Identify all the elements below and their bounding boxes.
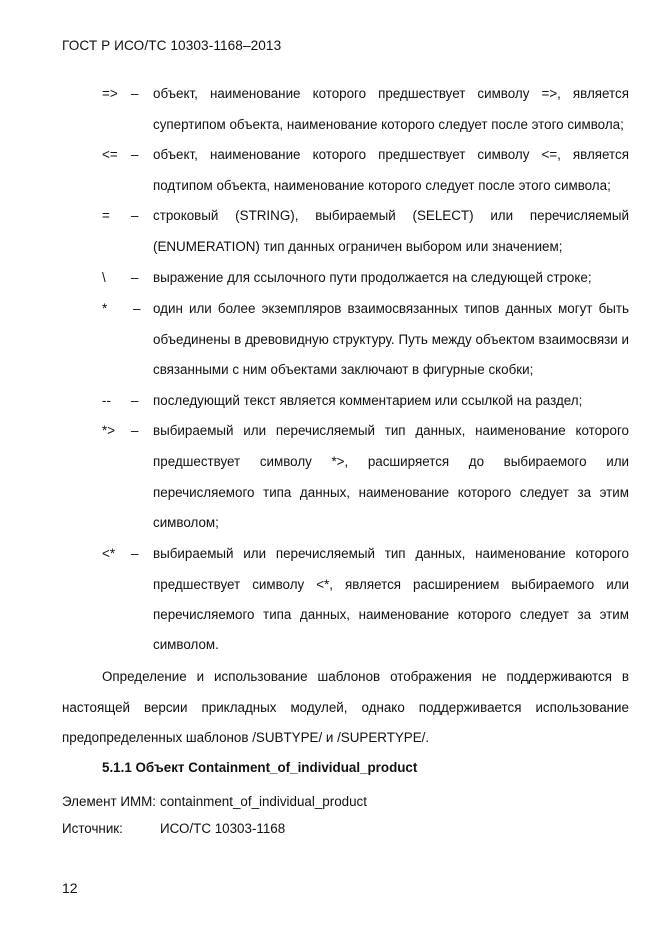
definition-text: один или более экземпляров взаимосвязанных типов данных могут быть: [153, 301, 629, 316]
definition-symbol: <=: [102, 147, 118, 162]
definition-continuation: супертипом объекта, наименование которого следует после этого символа;: [153, 117, 624, 132]
definition-dash: –: [131, 86, 139, 101]
paragraph-line: предопределенных шаблонов /SUBTYPE/ и /SUPERTYPE/.: [62, 730, 430, 745]
definition-text: объект, наименование которого предшествует символу <=, является: [153, 147, 629, 162]
definition-dash: –: [131, 393, 139, 408]
page-number: 12: [62, 880, 78, 896]
definition-text: последующий текст является комментарием или ссылкой на раздел;: [153, 393, 583, 408]
definition-continuation: символом.: [153, 637, 219, 652]
definition-symbol: *: [102, 301, 108, 316]
document-header: ГОСТ Р ИСО/ТС 10303-1168–2013: [62, 38, 282, 53]
definition-symbol: <*: [102, 546, 116, 561]
definition-symbol: *>: [102, 423, 116, 438]
definition-continuation: перечисляемого типа данных, наименование которого следует за этим: [153, 485, 629, 500]
paragraph-line: Определение и использование шаблонов отображения не поддерживаются в: [102, 669, 629, 684]
definition-dash: –: [131, 270, 139, 285]
definition-symbol: =: [102, 208, 110, 223]
definition-text: строковый (STRING), выбираемый (SELECT) или перечисляемый: [153, 208, 629, 223]
definition-symbol: \: [102, 270, 106, 285]
definition-continuation: символом;: [153, 515, 219, 530]
definition-dash: –: [133, 301, 141, 316]
element-value: containment_of_individual_product: [160, 794, 367, 809]
definition-dash: –: [131, 147, 139, 162]
definition-text: объект, наименование которого предшествует символу =>, является: [153, 86, 629, 101]
definition-dash: –: [131, 546, 139, 561]
element-label: Элемент ИММ:: [62, 794, 156, 809]
definition-continuation: перечисляемого типа данных, наименование которого следует за этим: [153, 607, 629, 622]
definition-continuation: предшествует символу *>, расширяется до выбираемого или: [153, 454, 629, 469]
definition-continuation: (ENUMERATION) тип данных ограничен выбором или значением;: [153, 239, 563, 254]
definition-dash: –: [131, 208, 139, 223]
source-value: ИСО/ТС 10303-1168: [160, 821, 286, 836]
definition-continuation: предшествует символу <*, является расширением выбираемого или: [153, 577, 629, 592]
section-heading: 5.1.1 Объект Containment_of_individual_product: [102, 760, 418, 775]
source-label: Источник:: [62, 821, 123, 836]
paragraph-line: настоящей версии прикладных модулей, однако поддерживается использование: [62, 700, 629, 715]
definition-continuation: связанными с ним объектами заключают в фигурные скобки;: [153, 362, 534, 377]
definition-symbol: =>: [102, 86, 118, 101]
definition-continuation: объединены в древовидную структуру. Путь между объектом взаимосвязи и: [153, 332, 629, 347]
definition-text: выбираемый или перечисляемый тип данных, наименование которого: [153, 423, 629, 438]
definition-dash: –: [131, 423, 139, 438]
definition-continuation: подтипом объекта, наименование которого следует после этого символа;: [153, 178, 611, 193]
definition-text: выбираемый или перечисляемый тип данных, наименование которого: [153, 546, 629, 561]
definition-text: выражение для ссылочного пути продолжается на следующей строке;: [153, 270, 592, 285]
definition-symbol: --: [102, 393, 111, 408]
